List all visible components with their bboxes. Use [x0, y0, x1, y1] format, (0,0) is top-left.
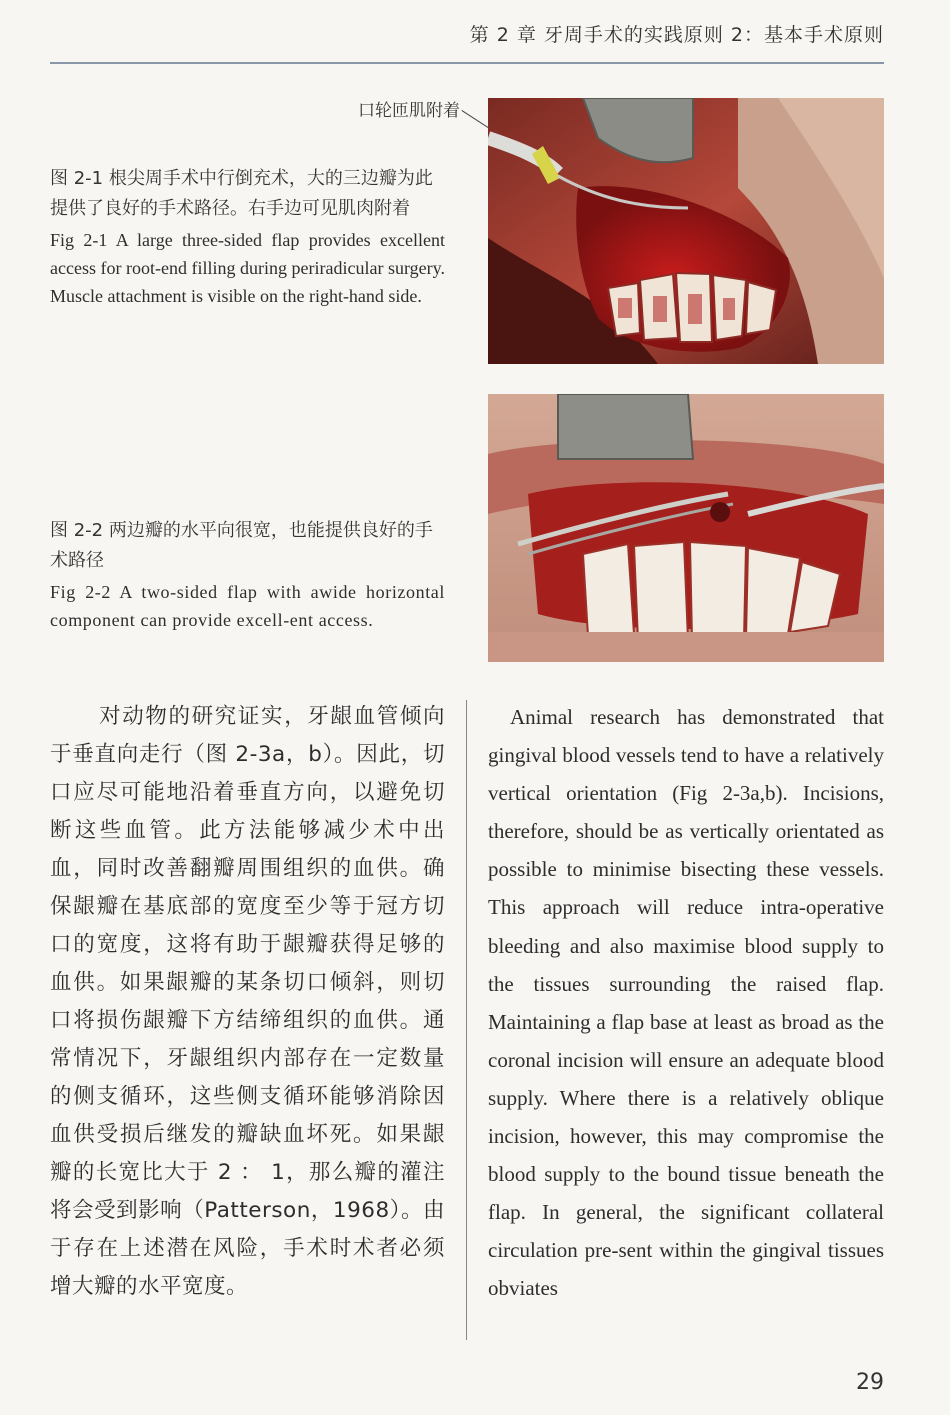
body-text-chinese [50, 698, 445, 1306]
figure2-caption [50, 516, 445, 634]
body-text-english-content: Animal research has demonstrated that gingival blood vessels tend to have a relatively vertical orientation (Fig 2-3a,b). Incisions, therefore, should be as vertically orientated as possible to minimise bisecting these vessels. This approach will reduce intra-operative bleeding and also maximise blood supply to the tissues surrounding the raised flap. Maintaining a flap base at least as broad as the coronal incision will ensure an adequate blood supply. Where there is a relatively oblique incision, however, this may compromise the blood supply to the bound tissue beneath the flap. In general, the significant collateral circulation pre-sent within the gingival tissues obviates [488, 705, 884, 1301]
figure1-callout-label: 口轮匝肌附着 [358, 101, 460, 121]
figure2-photo [488, 394, 884, 662]
figure1-caption-en: Fig 2-1 A large three-sided flap provides excellent access for root-end filling during periradicular surgery. Muscle attachment is visible on the right-hand side. [50, 230, 445, 306]
figure1-caption [50, 164, 445, 310]
running-head: 第 2 章 牙周手术的实践原则 2：基本手术原则 [469, 24, 884, 46]
figure2-caption-cn: 图 2-2 两边瓣的水平向很宽，也能提供良好的手术路径 [50, 520, 433, 571]
page-number: 29 [856, 1370, 884, 1395]
figure1-photo [488, 98, 884, 364]
column-divider [466, 700, 467, 1340]
figure2-caption-en: Fig 2-2 A two-sided flap with awide horizontal component can provide excell-ent access. [50, 582, 445, 630]
body-text-english [488, 698, 884, 1308]
header-rule [50, 62, 884, 64]
body-text-chinese-content: 对动物的研究证实，牙龈血管倾向于垂直向走行（图 2-3a，b）。因此，切口应尽可能地沿着垂直方向，以避免切断这些血管。此方法能够减少术中出血，同时改善翻瓣周围组织的血供。确保龈瓣在基底部的宽度至少等于冠方切口的宽度，这将有助于龈瓣获得足够的血供。如果龈瓣的某条切口倾斜，则切口将损伤龈瓣下方结缔组织的血供。通常情况下，牙龈组织内部存在一定数量的侧支循环，这些侧支循环能够消除因血供受损后继发的瓣缺血坏死。如果龈瓣的长宽比大于 2 ： 1，那么瓣的灌注将会受到影响（Patterson，1968）。由于存在上述潜在风险，手术时术者必须增大瓣的水平宽度。 [50, 704, 445, 1299]
figure1-caption-cn: 图 2-1 根尖周手术中行倒充术，大的三边瓣为此提供了良好的手术路径。右手边可见肌肉附着 [50, 168, 433, 219]
